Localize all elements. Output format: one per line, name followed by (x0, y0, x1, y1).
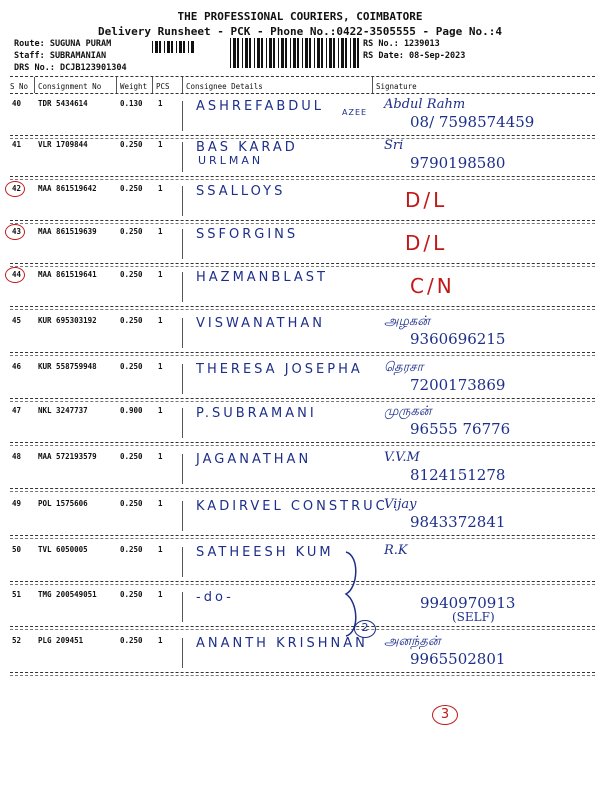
row-consignment-no: MAA 861519642 (38, 184, 97, 193)
row-pcs: 1 (158, 590, 163, 599)
barcode-left (152, 41, 194, 53)
row-pcs: 1 (158, 227, 163, 236)
col-header-consignment: Consignment No (38, 82, 102, 91)
row-signature: Sri (384, 138, 404, 153)
row-consignment-no: POL 1575606 (38, 499, 88, 508)
row-sno: 52 (12, 636, 22, 645)
row-sno: 50 (12, 545, 22, 554)
row-weight: 0.250 (120, 545, 143, 554)
drs-label: DRS No.: DCJB123901304 (14, 63, 127, 73)
row-consignee: JAGANATHAN (196, 452, 312, 467)
col-header-weight: Weight (120, 82, 148, 91)
row-weight: 0.250 (120, 590, 143, 599)
row-pcs: 1 (158, 406, 163, 415)
row-weight: 0.250 (120, 227, 143, 236)
row-sno: 45 (12, 316, 22, 325)
row-pcs: 1 (158, 545, 163, 554)
row-weight: 0.250 (120, 636, 143, 645)
col-header-pcs: PCS (156, 82, 170, 91)
row-consignee: ANANTH KRISHNAN (196, 636, 368, 651)
row-weight: 0.250 (120, 184, 143, 193)
row-consignment-no: VLR 1709844 (38, 140, 88, 149)
row-phone: 9843372841 (410, 513, 506, 531)
row-weight: 0.130 (120, 99, 143, 108)
col-header-signature: Signature (376, 82, 417, 91)
row-consignment-no: PLG 209451 (38, 636, 84, 645)
row-sno: 41 (12, 140, 22, 149)
rs-date-label: RS Date: 08-Sep-2023 (363, 51, 466, 61)
row-pcs: 1 (158, 316, 163, 325)
company-title: THE PROFESSIONAL COURIERS, COIMBATORE (177, 10, 423, 23)
row-consignee: HAZMANBLAST (196, 270, 328, 285)
row-consignee: SATHEESH KUM (196, 545, 334, 560)
row-sno: 51 (12, 590, 22, 599)
row-signature: முருகன் (384, 404, 432, 419)
row-sno: 42 (12, 184, 22, 193)
rs-no-label: RS No.: 1239013 (363, 39, 440, 49)
row-consignee: VISWANATHAN (196, 316, 325, 331)
row-consignment-no: NKL 3247737 (38, 406, 88, 415)
col-header-consignee: Consignee Details (186, 82, 263, 91)
row-consignee: SSFORGINS (196, 227, 299, 242)
row-consignee: SSALLOYS (196, 184, 286, 199)
row-delivery-mark: C/N (410, 274, 455, 298)
row-signature: V.V.M (384, 450, 420, 465)
row-pcs: 1 (158, 362, 163, 371)
row-phone: 96555 76776 (410, 420, 511, 438)
row-sno: 44 (12, 270, 22, 279)
row-sno-circle (5, 224, 25, 240)
row-consignment-no: MAA 572193579 (38, 452, 97, 461)
runsheet-subtitle: Delivery Runsheet - PCK - Phone No.:0422-3505555 - Page No.:4 (98, 25, 502, 38)
row-phone: 7200173869 (410, 376, 506, 394)
row-pcs: 1 (158, 636, 163, 645)
row-consignment-no: TVL 6050005 (38, 545, 88, 554)
row-sno: 48 (12, 452, 22, 461)
barcode-main (230, 38, 358, 68)
row-pcs: 1 (158, 270, 163, 279)
row-consignee: ASHREFABDUL (196, 99, 325, 114)
row-pcs: 1 (158, 140, 163, 149)
page-total-note: 3 (432, 705, 458, 725)
row-sno: 49 (12, 499, 22, 508)
row-consignment-no: KUR 695303192 (38, 316, 97, 325)
row-consignment-no: KUR 558759948 (38, 362, 97, 371)
row-delivery-mark: D/L (405, 188, 448, 212)
row-weight: 0.250 (120, 140, 143, 149)
row-pcs: 1 (158, 184, 163, 193)
row-consignee: -do- (196, 590, 234, 605)
row-sno: 47 (12, 406, 22, 415)
row-consignee: P.SUBRAMANI (196, 406, 317, 421)
row-sno: 46 (12, 362, 22, 371)
row-phone: 9360696215 (410, 330, 506, 348)
row-weight: 0.900 (120, 406, 143, 415)
row-phone: 9965502801 (410, 650, 506, 668)
bracket-count-note: 2 (354, 620, 376, 638)
row-weight: 0.250 (120, 270, 143, 279)
row-sno: 40 (12, 99, 22, 108)
row-consignment-no: TDR 5434614 (38, 99, 88, 108)
row-signature: அனந்தன் (384, 634, 441, 649)
row-weight: 0.250 (120, 316, 143, 325)
row-consignee: THERESA JOSEPHA (196, 362, 363, 377)
row-weight: 0.250 (120, 362, 143, 371)
row-pcs: 1 (158, 452, 163, 461)
row-sno-circle (5, 267, 25, 283)
row-signature: R.K (384, 543, 408, 558)
staff-label: Staff: SUBRAMANIAN (14, 51, 107, 61)
row-note: (SELF) (452, 610, 495, 624)
col-header-sno: S No (10, 82, 29, 91)
row-phone: 9790198580 (410, 154, 506, 172)
route-label: Route: SUGUNA PURAM (14, 39, 112, 49)
row-consignment-no: MAA 861519639 (38, 227, 97, 236)
row-pcs: 1 (158, 99, 163, 108)
row-signature: தெரசா (384, 360, 424, 375)
row-phone: 9940970913 (420, 594, 516, 612)
row-consignee-extra: AZEE (342, 108, 368, 117)
row-consignee-line2: URLMAN (198, 154, 264, 167)
row-phone: 08/ 7598574459 (410, 113, 535, 131)
row-signature: Abdul Rahm (384, 97, 466, 112)
row-sno: 43 (12, 227, 22, 236)
row-consignment-no: TMG 200549051 (38, 590, 97, 599)
row-pcs: 1 (158, 499, 163, 508)
row-weight: 0.250 (120, 452, 143, 461)
row-phone: 8124151278 (410, 466, 506, 484)
row-sno-circle (5, 181, 25, 197)
row-delivery-mark: D/L (405, 231, 448, 255)
row-weight: 0.250 (120, 499, 143, 508)
row-signature: அழகன் (384, 314, 430, 329)
row-consignee: BAS KARAD (196, 140, 298, 155)
row-consignment-no: MAA 861519641 (38, 270, 97, 279)
row-consignee: KADIRVEL CONSTRUC (196, 499, 388, 514)
row-signature: Vijay (384, 497, 417, 512)
